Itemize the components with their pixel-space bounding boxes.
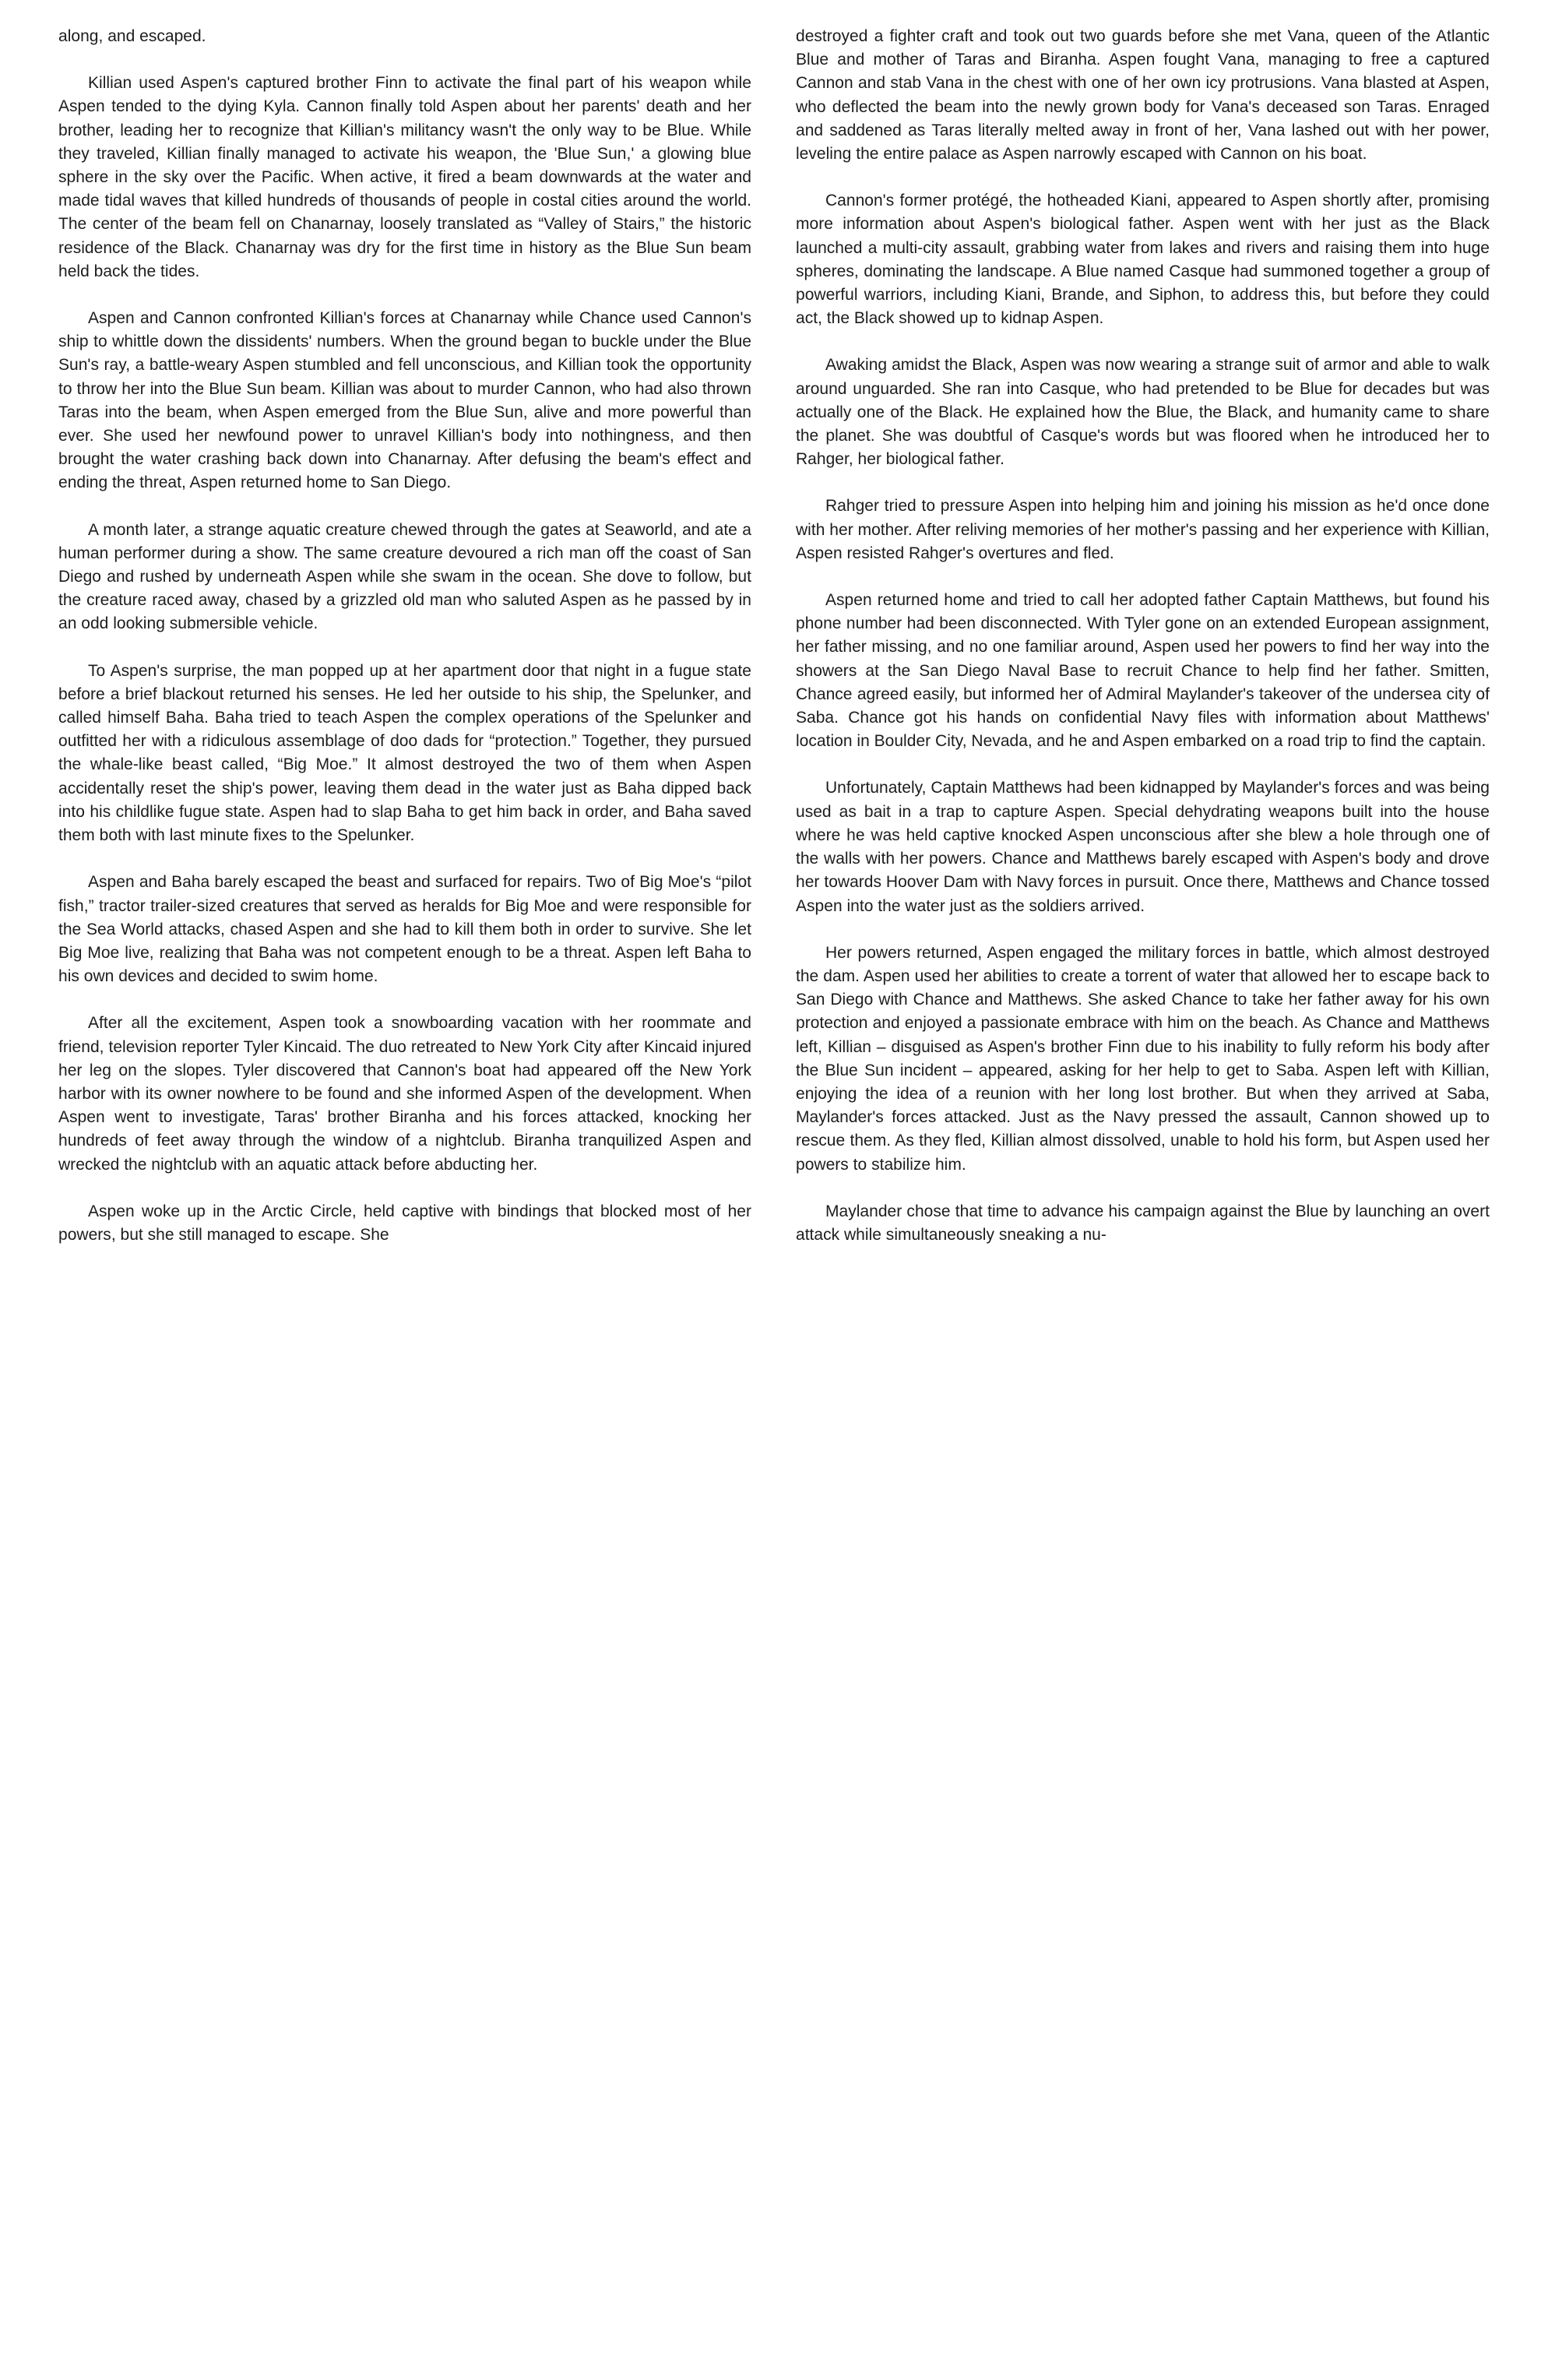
paragraph: along, and escaped. bbox=[58, 27, 206, 45]
paragraph: Cannon's former protégé, the hotheaded Kiani, appeared to Aspen shortly after, promising more information about Aspen's biological father. Aspen went with her just as the Black launched a multi-city assault, grabbing water from lakes and rivers and raising them into huge spheres, dominating the landscape. A Blue named Casque had summoned together a group of powerful warriors, including Kiani, Brande, and Siphon, to address this, but before they could act, the Black showed up to kidnap Aspen. bbox=[796, 192, 1490, 328]
paragraph: Awaking amidst the Black, Aspen was now wearing a strange suit of armor and able to walk around unguarded. She ran into Casque, who had pretended to be Blue for decades but was actually one of the Black. He explained how the Blue, the Black, and humanity came to share the planet. She was doubtful of Casque's words but was floored when he introduced her to Rahger, her biological father. bbox=[796, 356, 1490, 469]
paragraph: destroyed a fighter craft and took out two guards before she met Vana, queen of the Atlantic Blue and mother of Taras and Biranha. Aspen fought Vana, managing to free a captured Cannon and stab Vana in the chest with one of her own icy protrusions. Vana blasted at Aspen, who deflected the beam into the newly grown body for Vana's deceased son Taras. Enraged and saddened as Taras literally melted away in front of her, Vana lashed out with her power, leveling the entire palace as Aspen narrowly escaped with Cannon on his boat. bbox=[796, 27, 1490, 164]
paragraph: Killian used Aspen's captured brother Finn to activate the final part of his weapon while Aspen tended to the dying Kyla. Cannon finally told Aspen about her parents' death and her brother, leading her to recognize that Killian's militancy wasn't the only way to be Blue. While they traveled, Killian finally managed to activate his weapon, the 'Blue Sun,' a glowing blue sphere in the sky over the Pacific. When active, it fired a beam downwards at the water and made tidal waves that killed hundreds of thousands of people in costal cities around the world. The center of the beam fell on Chanarnay, loosely translated as “Valley of Stairs,” the historic residence of the Black. Chanarnay was dry for the first time in history as the Blue Sun beam held back the tides. bbox=[58, 74, 751, 280]
right-text-column bbox=[796, 25, 1490, 1247]
paragraph: Maylander chose that time to advance his campaign against the Blue by launching an overt attack while simultaneously sneaking a nu- bbox=[796, 1202, 1490, 1244]
paragraph: Her powers returned, Aspen engaged the military forces in battle, which almost destroyed the dam. Aspen used her abilities to create a torrent of water that allowed her to escape back to San Diego with Chance and Matthews. She asked Chance to take her father away for his own protection and enjoyed a passionate embrace with him on the beach. As Chance and Matthews left, Killian – disguised as Aspen's brother Finn due to his inability to fully reform his body after the Blue Sun incident – appeared, asking for her help to get to Saba. Aspen left with Killian, enjoying the idea of a reunion with her long lost brother. But when they arrived at Saba, Maylander's forces attacked. Just as the Navy pressed the assault, Cannon showed up to rescue them. As they fled, Killian almost dissolved, unable to hold his form, but Aspen used her powers to stabilize him. bbox=[796, 943, 1490, 1174]
paragraph: After all the excitement, Aspen took a snowboarding vacation with her roommate and friend, television reporter Tyler Kincaid. The duo retreated to New York City after Kincaid injured her leg on the slopes. Tyler discovered that Cannon's boat had appeared off the New York harbor with its owner nowhere to be found and she informed Aspen of the development. When Aspen went to investigate, Taras' brother Biranha and his forces attacked, knocking her hundreds of feet away through the window of a nightclub. Biranha tranquilized Aspen and wrecked the nightclub with an aquatic attack before abducting her. bbox=[58, 1014, 751, 1174]
two-column-text-body bbox=[58, 25, 1490, 2369]
paragraph: Unfortunately, Captain Matthews had been kidnapped by Maylander's forces and was being used as bait in a trap to capture Aspen. Special dehydrating weapons built into the house where he was held captive knocked Aspen unconscious after she blew a hole through one of the walls with her powers. Chance and Matthews barely escaped with Aspen's body and drove her towards Hoover Dam with Navy forces in pursuit. Once there, Matthews and Chance tossed Aspen into the water just as the soldiers arrived. bbox=[796, 779, 1490, 915]
left-text-column bbox=[58, 25, 751, 1247]
paragraph: Aspen and Baha barely escaped the beast and surfaced for repairs. Two of Big Moe's “pilot fish,” tractor trailer-sized creatures that served as heralds for Big Moe and were responsible for the Sea World attacks, chased Aspen and she had to kill them both in order to survive. She let Big Moe live, realizing that Baha was not competent enough to be a threat. Aspen left Baha to his own devices and decided to swim home. bbox=[58, 873, 751, 986]
paragraph: Aspen returned home and tried to call her adopted father Captain Matthews, but found his phone number had been disconnected. With Tyler gone on an extended European assignment, her father missing, and no one familiar around, Aspen used her powers to find her way into the showers at the San Diego Naval Base to recruit Chance to help find her father. Smitten, Chance agreed easily, but informed her of Admiral Maylander's takeover of the undersea city of Saba. Chance got his hands on confidential Navy files with information about Matthews' location in Boulder City, Nevada, and he and Aspen embarked on a road trip to find the captain. bbox=[796, 591, 1490, 751]
paragraph: Aspen woke up in the Arctic Circle, held captive with bindings that blocked most of her powers, but she still managed to escape. She bbox=[58, 1202, 751, 1244]
paragraph: Rahger tried to pressure Aspen into helping him and joining his mission as he'd once done with her mother. After reliving memories of her mother's passing and her experience with Killian, Aspen resisted Rahger's overtures and fled. bbox=[796, 497, 1490, 562]
paragraph: Aspen and Cannon confronted Killian's forces at Chanarnay while Chance used Cannon's ship to whittle down the dissidents' numbers. When the ground began to buckle under the Blue Sun's ray, a battle-weary Aspen stumbled and fell unconscious, and Killian took the opportunity to throw her into the Blue Sun beam. Killian was about to murder Cannon, who had also thrown Taras into the beam, when Aspen emerged from the Blue Sun, alive and more powerful than ever. She used her newfound power to unravel Killian's body into nothingness, and then brought the water crashing back down into Chanarnay. After defusing the beam's effect and ending the threat, Aspen returned home to San Diego. bbox=[58, 309, 751, 492]
paragraph: To Aspen's surprise, the man popped up at her apartment door that night in a fugue state before a brief blackout returned his senses. He led her outside to his ship, the Spelunker, and called himself Baha. Baha tried to teach Aspen the complex operations of the Spelunker and outfitted her with a ridiculous assemblage of doo dads for “protection.” Together, they pursued the whale-like beast called, “Big Moe.” It almost destroyed the two of them when Aspen accidentally reset the ship's power, leaving them dead in the water just as Baha dipped back into his childlike fugue state. Aspen had to slap Baha to get him back in order, and Baha saved them both with last minute fixes to the Spelunker. bbox=[58, 661, 751, 845]
paragraph: A month later, a strange aquatic creature chewed through the gates at Seaworld, and ate a human performer during a show. The same creature devoured a rich man off the coast of San Diego and rushed by underneath Aspen while she swam in the ocean. She dove to follow, but the creature raced away, chased by a grizzled old man who saluted Aspen as he passed by in an odd looking submersible vehicle. bbox=[58, 520, 751, 633]
